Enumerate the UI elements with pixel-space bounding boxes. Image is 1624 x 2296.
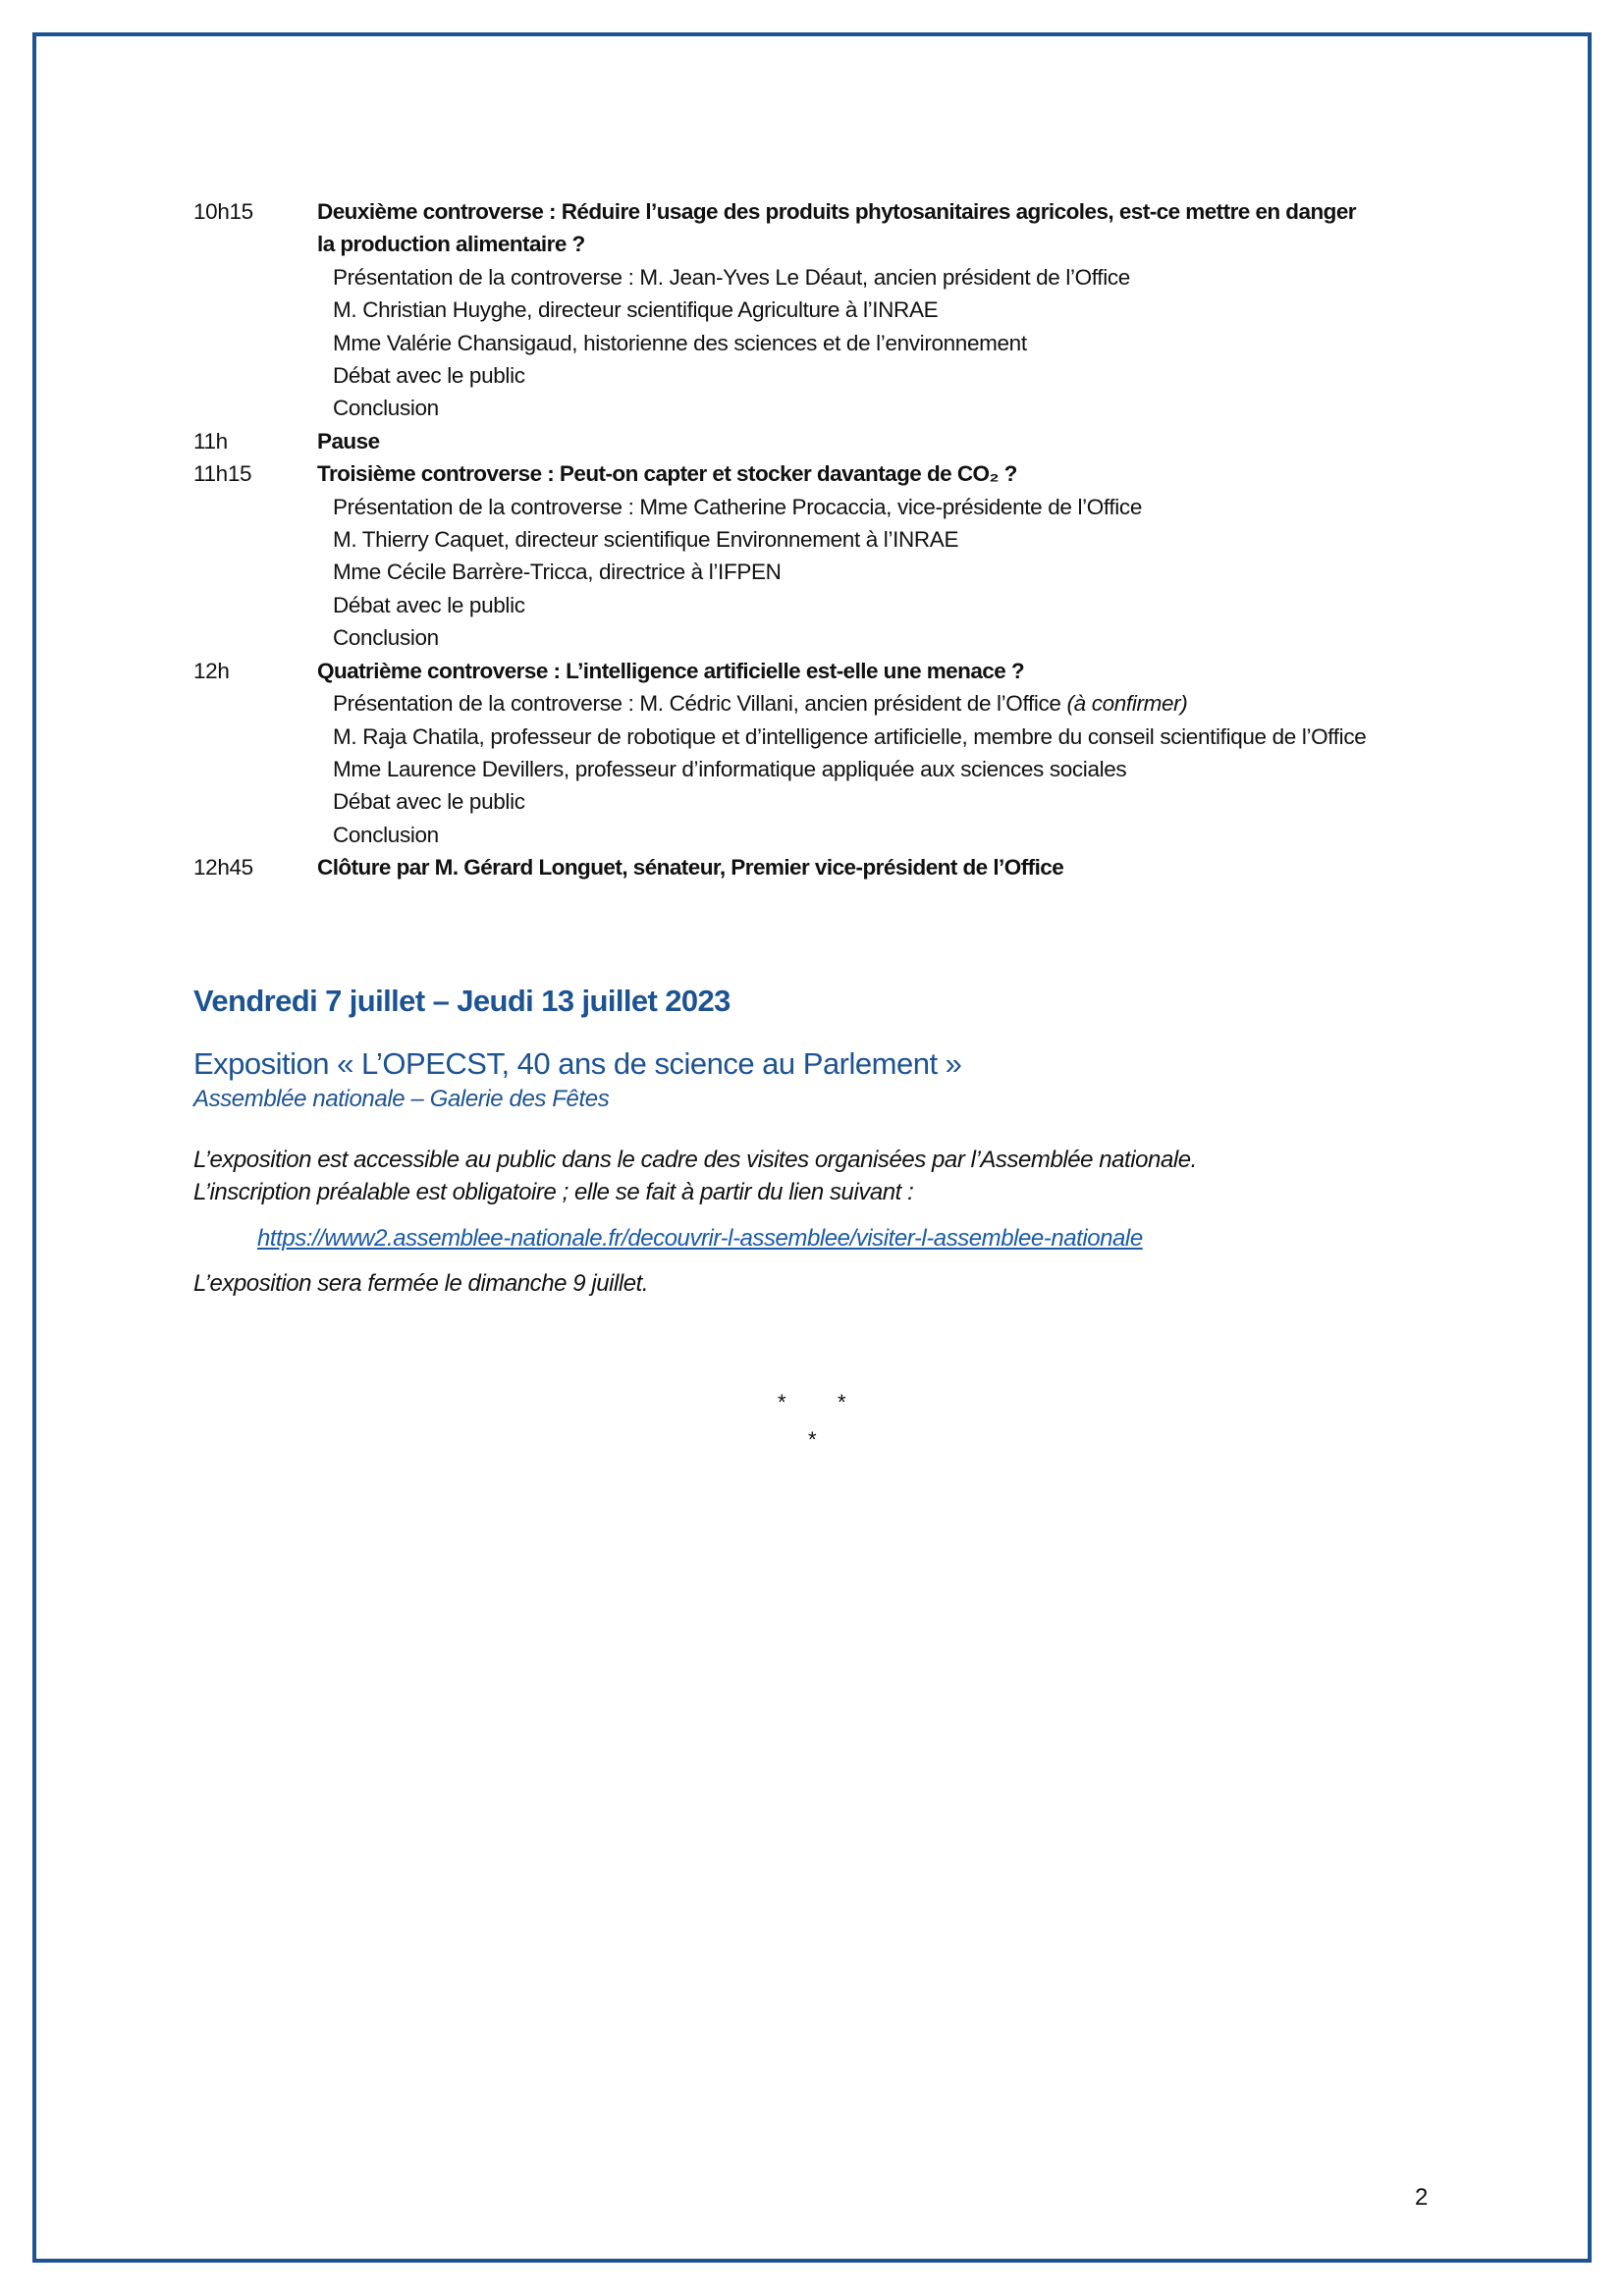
agenda-item-text: M. Thierry Caquet, directeur scientifique Environnement à l’INRAE	[333, 527, 959, 553]
agenda-items	[333, 491, 1374, 655]
agenda-item	[333, 621, 1374, 654]
exhibition-venue: Assemblée nationale – Galerie des Fêtes	[193, 1086, 610, 1112]
agenda-entry	[193, 195, 1401, 425]
agenda-title: Clôture par M. Gérard Longuet, sénateur, Premier vice-président de l’Office	[317, 855, 1064, 881]
asterisk-separator-bottom: *	[808, 1427, 817, 1452]
agenda-item	[333, 556, 1374, 588]
agenda-time: 10h15	[193, 199, 253, 224]
agenda-items	[333, 261, 1374, 425]
agenda-item-text: Présentation de la controverse : Mme Catherine Procaccia, vice-présidente de l’Office	[333, 494, 1142, 519]
agenda-item-text: Conclusion	[333, 822, 439, 847]
agenda-item	[333, 261, 1374, 294]
exhibition-text-line: L’exposition est accessible au public dans le cadre des visites organisées par l’Assemblée nationale.	[193, 1147, 1197, 1173]
exhibition-description	[193, 1144, 1470, 1300]
agenda-item-text: M. Christian Huyghe, directeur scientifique Agriculture à l’INRAE	[333, 297, 939, 323]
agenda-title: Deuxième controverse : Réduire l’usage des produits phytosanitaires agricoles, est-ce mettre en danger la production alimentaire ?	[317, 199, 1357, 257]
exhibition-title: Exposition « L’OPECST, 40 ans de science au Parlement »	[193, 1046, 962, 1081]
agenda-item-text: Débat avec le public	[333, 789, 525, 815]
agenda-item-text: Conclusion	[333, 625, 439, 651]
agenda-items	[333, 687, 1374, 851]
asterisk-separator-left: *	[778, 1390, 786, 1415]
agenda	[193, 195, 1401, 884]
agenda-item-text: Présentation de la controverse : M. Jean-Yves Le Déaut, ancien président de l’Office	[333, 264, 1130, 290]
registration-link[interactable]: https://www2.assemblee-nationale.fr/decouvrir-l-assemblee/visiter-l-assemblee-nationale	[257, 1225, 1143, 1252]
agenda-title: Troisième controverse : Peut-on capter et stocker davantage de CO₂ ?	[317, 461, 1017, 487]
agenda-time: 11h15	[193, 461, 252, 487]
agenda-item	[333, 359, 1374, 392]
agenda-item-text: Mme Laurence Devillers, professeur d’informatique appliquée aux sciences sociales	[333, 756, 1127, 781]
agenda-item	[333, 491, 1374, 523]
page-number: 2	[1415, 2184, 1429, 2211]
agenda-item-text: Débat avec le public	[333, 592, 525, 617]
asterisk-separator-right: *	[838, 1390, 846, 1415]
agenda-item	[333, 523, 1374, 556]
agenda-item-text: M. Raja Chatila, professeur de robotique et d’intelligence artificielle, membre du conseil scientifique de l’Office	[333, 723, 1367, 749]
agenda-item	[333, 294, 1374, 326]
agenda-item-text: Mme Valérie Chansigaud, historienne des sciences et de l’environnement	[333, 330, 1027, 355]
agenda-entry	[193, 457, 1401, 654]
agenda-item-note: (à confirmer)	[1066, 691, 1188, 717]
agenda-item	[333, 327, 1374, 359]
agenda-entry	[193, 655, 1401, 851]
agenda-item-text: Débat avec le public	[333, 363, 525, 389]
agenda-title: Quatrième controverse : L’intelligence artificielle est-elle une menace ?	[317, 658, 1025, 683]
agenda-item	[333, 589, 1374, 621]
agenda-time: 11h	[193, 428, 228, 454]
agenda-item-text: Conclusion	[333, 396, 439, 421]
agenda-item	[333, 392, 1374, 424]
agenda-item	[333, 721, 1374, 753]
agenda-title: Pause	[317, 428, 380, 454]
agenda-item-text: Présentation de la controverse : M. Cédric Villani, ancien président de l’Office	[333, 691, 1067, 717]
agenda-item-text: Mme Cécile Barrère-Tricca, directrice à l’IFPEN	[333, 560, 782, 585]
agenda-item	[333, 753, 1374, 785]
agenda-entry	[193, 851, 1401, 883]
agenda-item	[333, 687, 1374, 720]
agenda-item	[333, 819, 1374, 851]
exhibition-text-line: L’inscription préalable est obligatoire ; elle se fait à partir du lien suivant :	[193, 1179, 914, 1205]
exhibition-section	[193, 982, 1470, 1115]
exhibition-date-heading: Vendredi 7 juillet – Jeudi 13 juillet 2023	[193, 984, 731, 1018]
agenda-time: 12h	[193, 658, 230, 683]
agenda-time: 12h45	[193, 855, 253, 881]
agenda-entry	[193, 425, 1401, 457]
agenda-item	[333, 785, 1374, 818]
exhibition-closing-note: L’exposition sera fermée le dimanche 9 juillet.	[193, 1270, 649, 1297]
